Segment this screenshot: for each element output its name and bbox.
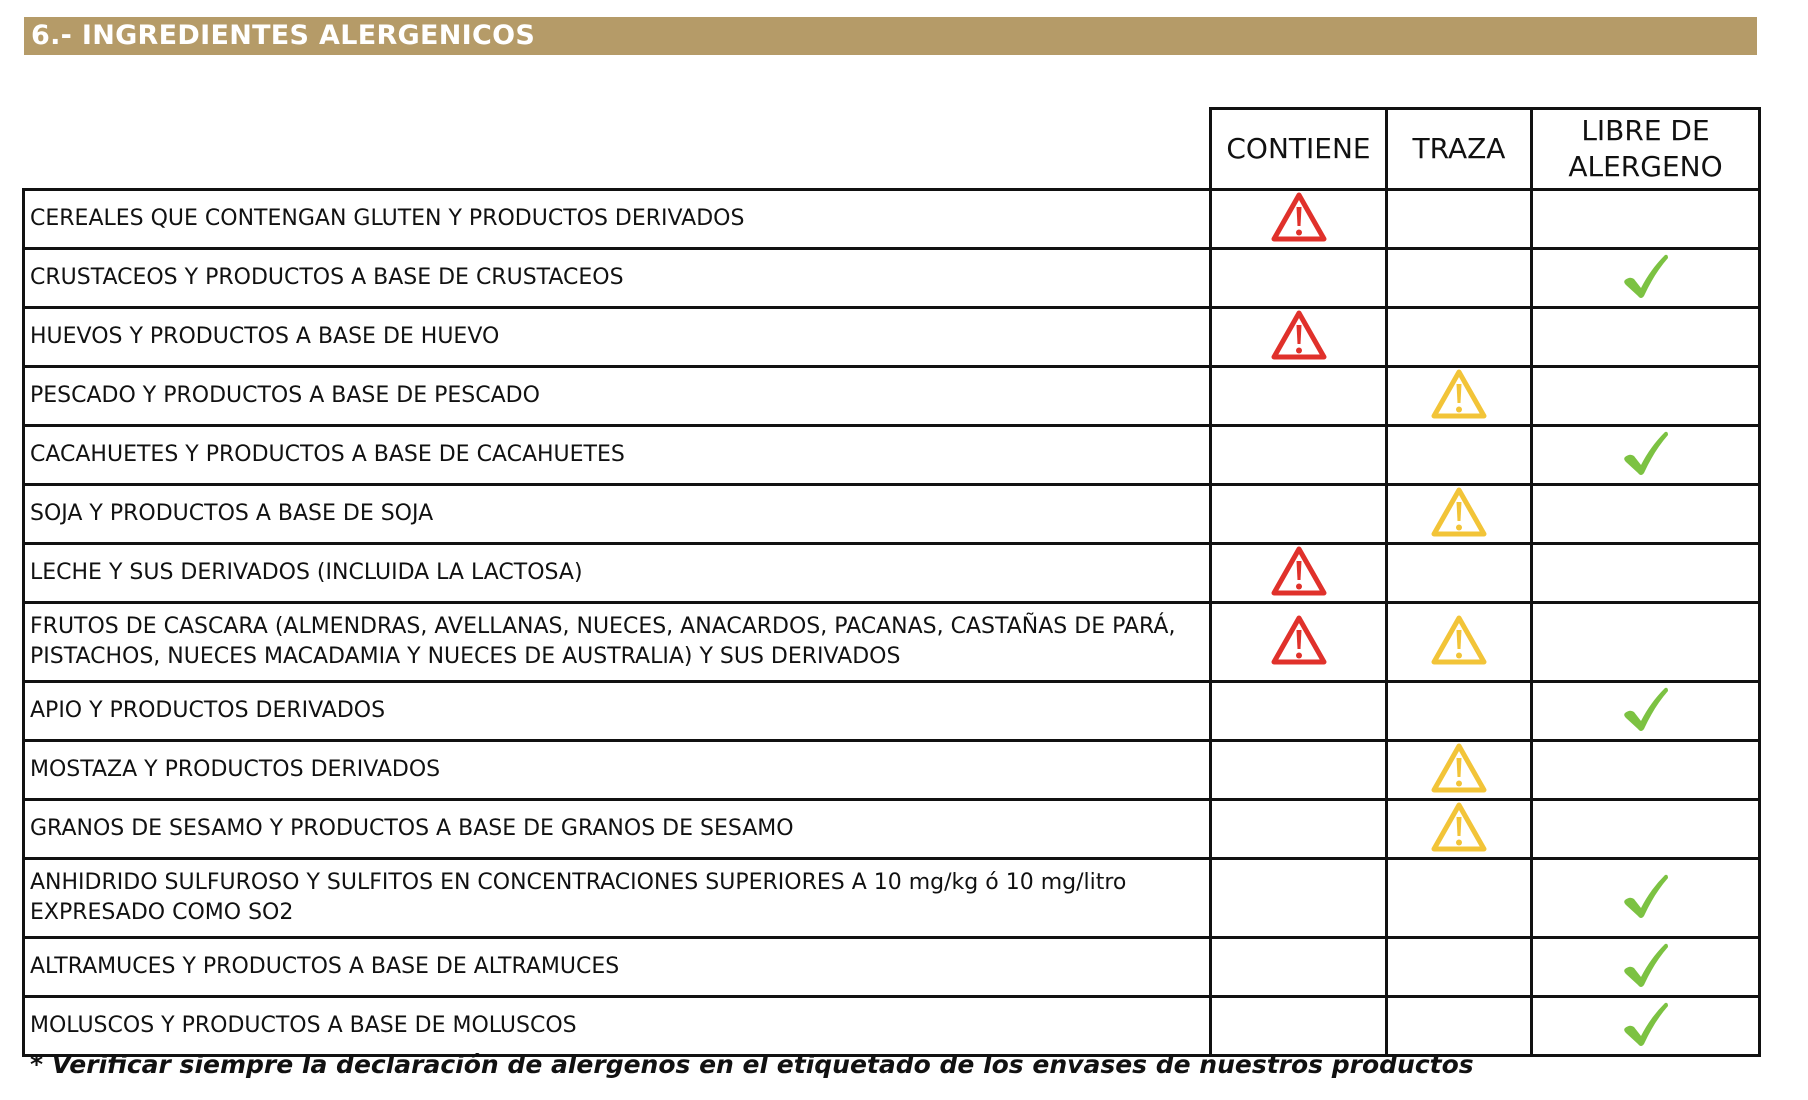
cell-contiene: [1211, 859, 1387, 938]
header-libre: LIBRE DE ALERGENO: [1532, 109, 1760, 190]
cell-traza: [1387, 997, 1532, 1056]
section-title: 6.- INGREDIENTES ALERGENICOS: [24, 17, 1757, 55]
cell-libre: [1532, 249, 1760, 308]
warning-red-icon: [1271, 309, 1327, 365]
allergen-label: GRANOS DE SESAMO Y PRODUCTOS A BASE DE GRANOS DE SESAMO: [24, 800, 1211, 859]
allergen-label: SOJA Y PRODUCTOS A BASE DE SOJA: [24, 485, 1211, 544]
header-blank-cell: [24, 109, 1211, 190]
cell-libre: [1532, 485, 1760, 544]
cell-libre: [1532, 682, 1760, 741]
allergen-label: CACAHUETES Y PRODUCTOS A BASE DE CACAHUETES: [24, 426, 1211, 485]
allergen-label: PESCADO Y PRODUCTOS A BASE DE PESCADO: [24, 367, 1211, 426]
cell-libre: [1532, 997, 1760, 1056]
cell-libre: [1532, 741, 1760, 800]
cell-libre: [1532, 544, 1760, 603]
check-green-icon: [1620, 250, 1672, 306]
table-row: [24, 859, 1760, 938]
allergen-label: MOSTAZA Y PRODUCTOS DERIVADOS: [24, 741, 1211, 800]
table-row: [24, 741, 1760, 800]
cell-contiene: [1211, 485, 1387, 544]
cell-traza: [1387, 485, 1532, 544]
cell-contiene: [1211, 997, 1387, 1056]
cell-libre: [1532, 938, 1760, 997]
cell-contiene: [1211, 249, 1387, 308]
allergen-label: LECHE Y SUS DERIVADOS (INCLUIDA LA LACTOSA): [24, 544, 1211, 603]
allergen-label: ANHIDRIDO SULFUROSO Y SULFITOS EN CONCENTRACIONES SUPERIORES A 10 mg/kg ó 10 mg/litro EXPRESADO COMO SO2: [24, 859, 1211, 938]
cell-contiene: [1211, 603, 1387, 682]
cell-contiene: [1211, 800, 1387, 859]
allergen-label: APIO Y PRODUCTOS DERIVADOS: [24, 682, 1211, 741]
cell-libre: [1532, 800, 1760, 859]
cell-libre: [1532, 426, 1760, 485]
warning-yellow-icon: [1431, 614, 1487, 670]
cell-traza: [1387, 859, 1532, 938]
check-green-icon: [1620, 998, 1672, 1054]
table-row: [24, 800, 1760, 859]
allergen-label: CRUSTACEOS Y PRODUCTOS A BASE DE CRUSTACEOS: [24, 249, 1211, 308]
table-row: [24, 190, 1760, 249]
check-green-icon: [1620, 939, 1672, 995]
warning-red-icon: [1271, 545, 1327, 601]
table-row: [24, 485, 1760, 544]
table-row: [24, 997, 1760, 1056]
cell-traza: [1387, 426, 1532, 485]
allergen-table: [22, 107, 1761, 1057]
cell-contiene: [1211, 544, 1387, 603]
warning-red-icon: [1271, 614, 1327, 670]
allergen-label: FRUTOS DE CASCARA (ALMENDRAS, AVELLANAS, NUECES, ANACARDOS, PACANAS, CASTAÑAS DE PARÁ, PISTACHOS, NUECES MACADAMIA Y NUECES DE AUSTRALIA) Y SUS DERIVADOS: [24, 603, 1211, 682]
warning-yellow-icon: [1431, 742, 1487, 798]
cell-contiene: [1211, 741, 1387, 800]
cell-contiene: [1211, 367, 1387, 426]
table-row: [24, 249, 1760, 308]
header-traza: TRAZA: [1387, 109, 1532, 190]
cell-traza: [1387, 190, 1532, 249]
allergen-label: MOLUSCOS Y PRODUCTOS A BASE DE MOLUSCOS: [24, 997, 1211, 1056]
check-green-icon: [1620, 427, 1672, 483]
cell-traza: [1387, 800, 1532, 859]
cell-traza: [1387, 308, 1532, 367]
cell-contiene: [1211, 190, 1387, 249]
cell-traza: [1387, 603, 1532, 682]
table-row: [24, 938, 1760, 997]
table-header-row: [24, 109, 1760, 190]
cell-libre: [1532, 859, 1760, 938]
warning-yellow-icon: [1431, 368, 1487, 424]
footnote: * Verificar siempre la declaración de alergenos en el etiquetado de los envases de nuestros productos: [30, 1050, 1474, 1079]
warning-yellow-icon: [1431, 801, 1487, 857]
warning-red-icon: [1271, 191, 1327, 247]
cell-traza: [1387, 249, 1532, 308]
cell-contiene: [1211, 426, 1387, 485]
header-contiene: CONTIENE: [1211, 109, 1387, 190]
cell-traza: [1387, 544, 1532, 603]
cell-traza: [1387, 741, 1532, 800]
allergen-label: CEREALES QUE CONTENGAN GLUTEN Y PRODUCTOS DERIVADOS: [24, 190, 1211, 249]
table-row: [24, 544, 1760, 603]
cell-contiene: [1211, 938, 1387, 997]
cell-libre: [1532, 603, 1760, 682]
warning-yellow-icon: [1431, 486, 1487, 542]
table-row: [24, 308, 1760, 367]
cell-traza: [1387, 367, 1532, 426]
cell-libre: [1532, 190, 1760, 249]
cell-contiene: [1211, 308, 1387, 367]
check-green-icon: [1620, 683, 1672, 739]
table-row: [24, 603, 1760, 682]
cell-libre: [1532, 367, 1760, 426]
table-row: [24, 426, 1760, 485]
cell-libre: [1532, 308, 1760, 367]
check-green-icon: [1620, 870, 1672, 926]
cell-traza: [1387, 682, 1532, 741]
cell-contiene: [1211, 682, 1387, 741]
table-row: [24, 367, 1760, 426]
allergen-label: HUEVOS Y PRODUCTOS A BASE DE HUEVO: [24, 308, 1211, 367]
cell-traza: [1387, 938, 1532, 997]
allergen-label: ALTRAMUCES Y PRODUCTOS A BASE DE ALTRAMUCES: [24, 938, 1211, 997]
table-row: [24, 682, 1760, 741]
